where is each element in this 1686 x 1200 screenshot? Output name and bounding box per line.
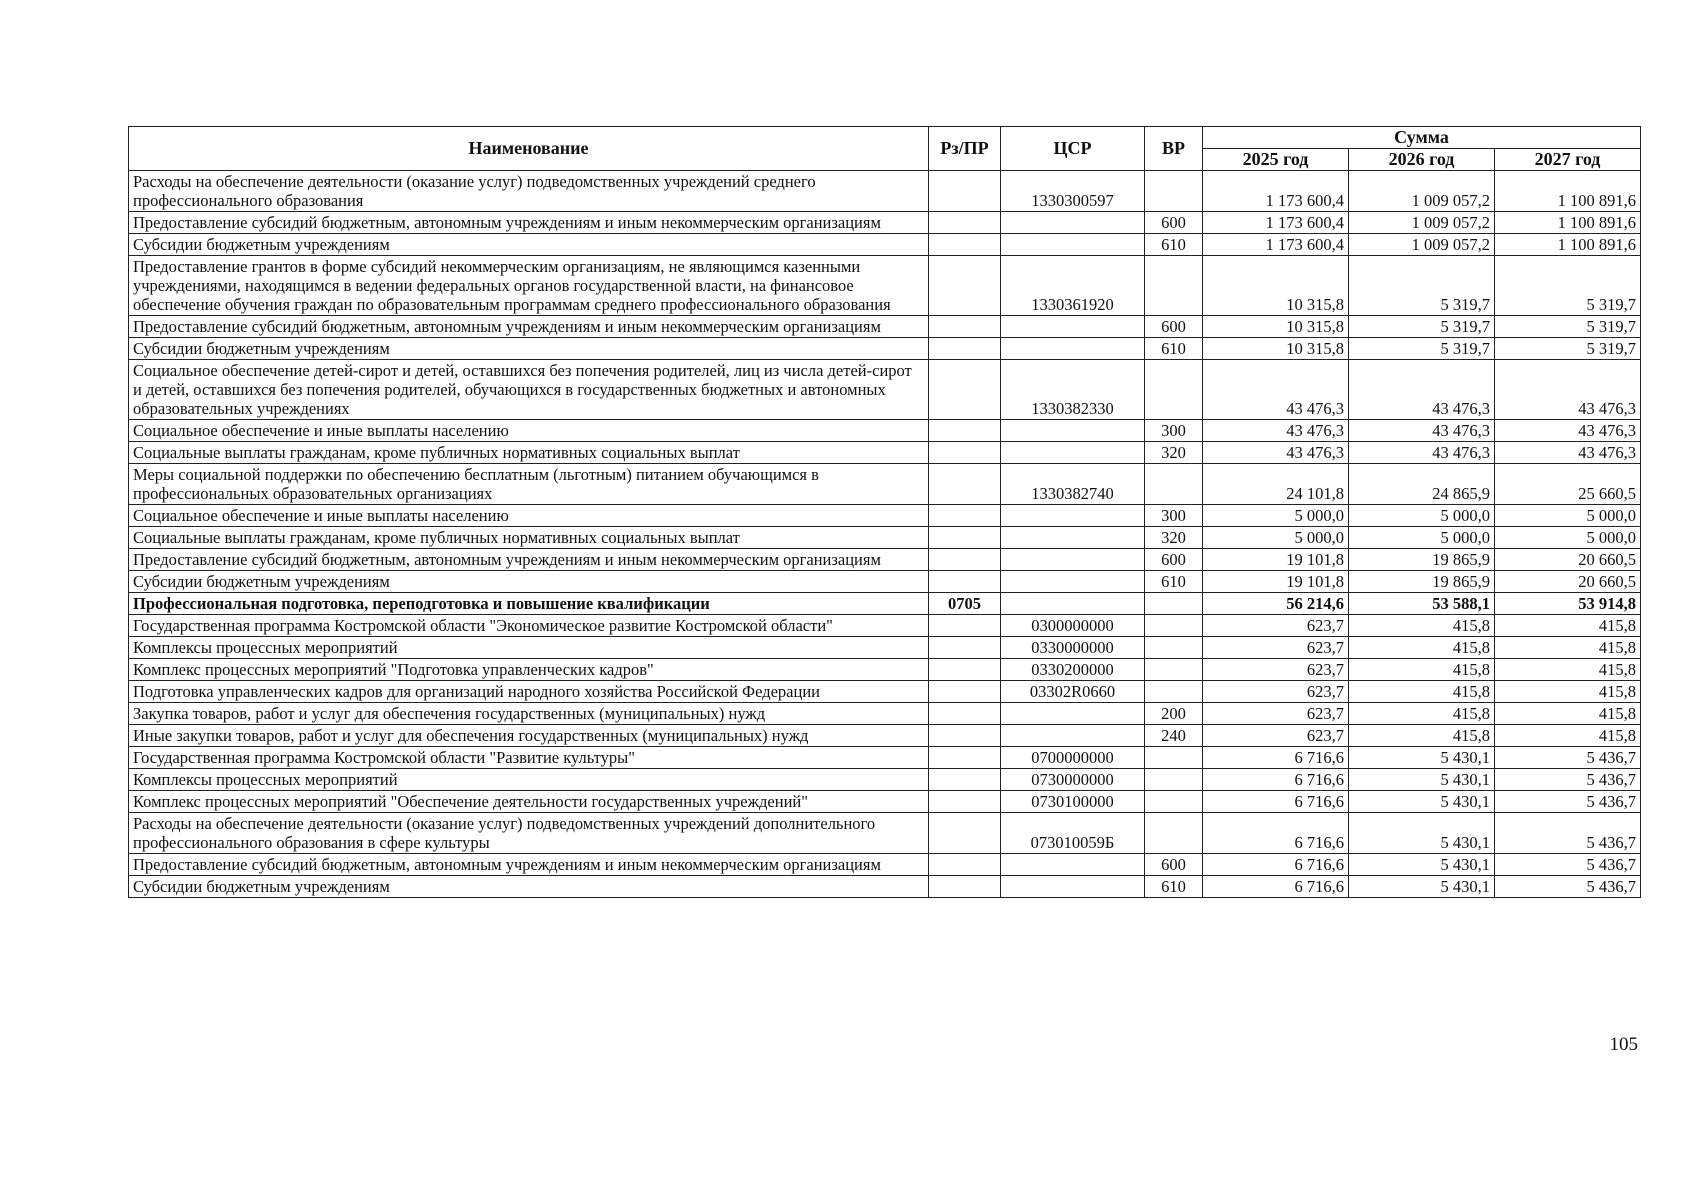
table-row [129, 171, 1641, 212]
cell-2027: 5 000,0 [1495, 527, 1641, 549]
cell-rz [929, 725, 1001, 747]
cell-name: Социальные выплаты гражданам, кроме публичных нормативных социальных выплат [129, 527, 929, 549]
cell-2027: 5 436,7 [1495, 813, 1641, 854]
cell-vr [1145, 464, 1203, 505]
cell-2025: 623,7 [1203, 681, 1349, 703]
cell-2025: 19 101,8 [1203, 549, 1349, 571]
cell-csr [1001, 593, 1145, 615]
cell-2025: 6 716,6 [1203, 813, 1349, 854]
cell-2027: 5 436,7 [1495, 791, 1641, 813]
cell-2025: 5 000,0 [1203, 505, 1349, 527]
cell-name: Субсидии бюджетным учреждениям [129, 876, 929, 898]
cell-name: Комплекс процессных мероприятий "Обеспечение деятельности государственных учреждений" [129, 791, 929, 813]
cell-2026: 1 009 057,2 [1349, 212, 1495, 234]
cell-2027: 415,8 [1495, 725, 1641, 747]
cell-2027: 20 660,5 [1495, 571, 1641, 593]
cell-csr [1001, 571, 1145, 593]
cell-2026: 415,8 [1349, 703, 1495, 725]
table-row [129, 571, 1641, 593]
cell-name: Комплексы процессных мероприятий [129, 769, 929, 791]
cell-vr [1145, 637, 1203, 659]
cell-rz [929, 464, 1001, 505]
cell-2025: 6 716,6 [1203, 854, 1349, 876]
cell-2027: 415,8 [1495, 615, 1641, 637]
cell-2025: 1 173 600,4 [1203, 234, 1349, 256]
cell-rz [929, 505, 1001, 527]
cell-2026: 19 865,9 [1349, 571, 1495, 593]
cell-2027: 43 476,3 [1495, 442, 1641, 464]
cell-vr: 600 [1145, 316, 1203, 338]
table-row [129, 659, 1641, 681]
cell-vr: 240 [1145, 725, 1203, 747]
cell-2025: 43 476,3 [1203, 442, 1349, 464]
cell-2025: 10 315,8 [1203, 338, 1349, 360]
cell-csr [1001, 420, 1145, 442]
cell-2025: 43 476,3 [1203, 360, 1349, 420]
cell-name: Социальные выплаты гражданам, кроме публичных нормативных социальных выплат [129, 442, 929, 464]
cell-2027: 5 436,7 [1495, 769, 1641, 791]
table-row [129, 464, 1641, 505]
cell-name: Предоставление субсидий бюджетным, автономным учреждениям и иным некоммерческим организациям [129, 549, 929, 571]
cell-csr [1001, 338, 1145, 360]
cell-csr: 0300000000 [1001, 615, 1145, 637]
cell-csr [1001, 316, 1145, 338]
cell-rz [929, 316, 1001, 338]
cell-vr [1145, 813, 1203, 854]
cell-name: Предоставление субсидий бюджетным, автономным учреждениям и иным некоммерческим организациям [129, 854, 929, 876]
cell-vr: 320 [1145, 527, 1203, 549]
cell-csr: 1330382330 [1001, 360, 1145, 420]
header-row-top [129, 127, 1641, 149]
table-row [129, 316, 1641, 338]
cell-vr [1145, 659, 1203, 681]
cell-rz [929, 747, 1001, 769]
table-body [129, 171, 1641, 898]
table-row [129, 747, 1641, 769]
cell-vr [1145, 360, 1203, 420]
cell-2027: 5 436,7 [1495, 876, 1641, 898]
cell-2025: 43 476,3 [1203, 420, 1349, 442]
table-row [129, 420, 1641, 442]
table-row [129, 681, 1641, 703]
cell-csr [1001, 725, 1145, 747]
cell-rz [929, 813, 1001, 854]
cell-2026: 43 476,3 [1349, 420, 1495, 442]
page-number: 105 [1609, 1034, 1638, 1055]
cell-2025: 6 716,6 [1203, 791, 1349, 813]
cell-vr: 600 [1145, 854, 1203, 876]
cell-2026: 5 319,7 [1349, 256, 1495, 316]
cell-vr [1145, 593, 1203, 615]
column-header-csr: ЦСР [1001, 127, 1145, 171]
table-row [129, 791, 1641, 813]
cell-vr [1145, 791, 1203, 813]
cell-name: Государственная программа Костромской области "Развитие культуры" [129, 747, 929, 769]
cell-vr: 300 [1145, 505, 1203, 527]
cell-rz [929, 420, 1001, 442]
cell-2026: 5 430,1 [1349, 813, 1495, 854]
cell-2025: 19 101,8 [1203, 571, 1349, 593]
table-row [129, 725, 1641, 747]
cell-2026: 5 430,1 [1349, 769, 1495, 791]
cell-2025: 623,7 [1203, 703, 1349, 725]
cell-name: Социальное обеспечение детей-сирот и детей, оставшихся без попечения родителей, лиц из числа детей-сирот и детей, оставшихся без попечения родителей, обучающихся в государственных бюджетных и автономных образовательных учреждениях [129, 360, 929, 420]
cell-name: Расходы на обеспечение деятельности (оказание услуг) подведомственных учреждений дополнительного профессионального образования в сфере культуры [129, 813, 929, 854]
cell-vr [1145, 171, 1203, 212]
cell-csr: 1330361920 [1001, 256, 1145, 316]
cell-vr [1145, 747, 1203, 769]
cell-rz [929, 527, 1001, 549]
cell-rz [929, 791, 1001, 813]
cell-vr [1145, 681, 1203, 703]
cell-name: Закупка товаров, работ и услуг для обеспечения государственных (муниципальных) нужд [129, 703, 929, 725]
cell-2026: 24 865,9 [1349, 464, 1495, 505]
table-row [129, 212, 1641, 234]
budget-table [128, 126, 1641, 898]
cell-2025: 623,7 [1203, 659, 1349, 681]
cell-2027: 5 000,0 [1495, 505, 1641, 527]
cell-2026: 5 319,7 [1349, 338, 1495, 360]
table-row [129, 593, 1641, 615]
table-row [129, 256, 1641, 316]
column-header-2025: 2025 год [1203, 149, 1349, 171]
cell-2026: 415,8 [1349, 725, 1495, 747]
cell-rz [929, 637, 1001, 659]
cell-rz [929, 876, 1001, 898]
table-row [129, 769, 1641, 791]
cell-2025: 6 716,6 [1203, 876, 1349, 898]
cell-2025: 10 315,8 [1203, 316, 1349, 338]
cell-2026: 5 319,7 [1349, 316, 1495, 338]
cell-vr: 610 [1145, 571, 1203, 593]
cell-csr [1001, 442, 1145, 464]
table-row [129, 505, 1641, 527]
cell-2026: 415,8 [1349, 615, 1495, 637]
cell-2025: 10 315,8 [1203, 256, 1349, 316]
cell-rz [929, 571, 1001, 593]
cell-vr [1145, 256, 1203, 316]
column-header-name: Наименование [129, 127, 929, 171]
cell-name: Социальное обеспечение и иные выплаты населению [129, 420, 929, 442]
cell-vr: 200 [1145, 703, 1203, 725]
table-row [129, 615, 1641, 637]
cell-csr: 03302R0660 [1001, 681, 1145, 703]
column-header-2027: 2027 год [1495, 149, 1641, 171]
cell-rz [929, 338, 1001, 360]
table-row [129, 549, 1641, 571]
cell-name: Иные закупки товаров, работ и услуг для обеспечения государственных (муниципальных) нужд [129, 725, 929, 747]
cell-2026: 5 430,1 [1349, 747, 1495, 769]
cell-name: Комплексы процессных мероприятий [129, 637, 929, 659]
cell-name: Субсидии бюджетным учреждениям [129, 234, 929, 256]
cell-2026: 5 430,1 [1349, 791, 1495, 813]
table-row [129, 703, 1641, 725]
cell-vr [1145, 615, 1203, 637]
cell-rz: 0705 [929, 593, 1001, 615]
table-row [129, 637, 1641, 659]
cell-name: Подготовка управленческих кадров для организаций народного хозяйства Российской Федерации [129, 681, 929, 703]
cell-vr: 610 [1145, 338, 1203, 360]
table-row [129, 360, 1641, 420]
cell-rz [929, 442, 1001, 464]
cell-2026: 43 476,3 [1349, 360, 1495, 420]
cell-2025: 6 716,6 [1203, 769, 1349, 791]
cell-2027: 20 660,5 [1495, 549, 1641, 571]
cell-name: Субсидии бюджетным учреждениям [129, 571, 929, 593]
cell-2026: 1 009 057,2 [1349, 171, 1495, 212]
cell-rz [929, 212, 1001, 234]
cell-2025: 1 173 600,4 [1203, 212, 1349, 234]
cell-vr: 300 [1145, 420, 1203, 442]
cell-csr [1001, 703, 1145, 725]
cell-2027: 5 319,7 [1495, 338, 1641, 360]
cell-2025: 56 214,6 [1203, 593, 1349, 615]
cell-vr: 610 [1145, 234, 1203, 256]
cell-csr [1001, 212, 1145, 234]
cell-vr: 600 [1145, 212, 1203, 234]
cell-2027: 53 914,8 [1495, 593, 1641, 615]
cell-csr [1001, 549, 1145, 571]
column-header-rz: Рз/ПР [929, 127, 1001, 171]
column-header-sum: Сумма [1203, 127, 1641, 149]
table-row [129, 876, 1641, 898]
cell-2027: 5 319,7 [1495, 256, 1641, 316]
cell-rz [929, 703, 1001, 725]
cell-name: Субсидии бюджетным учреждениям [129, 338, 929, 360]
cell-2026: 415,8 [1349, 659, 1495, 681]
cell-name: Комплекс процессных мероприятий "Подготовка управленческих кадров" [129, 659, 929, 681]
cell-rz [929, 234, 1001, 256]
cell-rz [929, 769, 1001, 791]
cell-2026: 43 476,3 [1349, 442, 1495, 464]
cell-name: Предоставление субсидий бюджетным, автономным учреждениям и иным некоммерческим организациям [129, 212, 929, 234]
cell-2026: 5 430,1 [1349, 854, 1495, 876]
cell-2026: 415,8 [1349, 637, 1495, 659]
cell-2027: 43 476,3 [1495, 420, 1641, 442]
cell-vr [1145, 769, 1203, 791]
cell-2027: 43 476,3 [1495, 360, 1641, 420]
column-header-vr: ВР [1145, 127, 1203, 171]
table-row [129, 813, 1641, 854]
cell-csr: 0330200000 [1001, 659, 1145, 681]
table-row [129, 338, 1641, 360]
cell-csr: 0700000000 [1001, 747, 1145, 769]
cell-name: Государственная программа Костромской области "Экономическое развитие Костромской области" [129, 615, 929, 637]
cell-rz [929, 171, 1001, 212]
cell-2026: 5 000,0 [1349, 527, 1495, 549]
cell-2027: 1 100 891,6 [1495, 234, 1641, 256]
cell-name: Предоставление субсидий бюджетным, автономным учреждениям и иным некоммерческим организациям [129, 316, 929, 338]
cell-rz [929, 681, 1001, 703]
table-row [129, 234, 1641, 256]
cell-csr [1001, 505, 1145, 527]
cell-rz [929, 360, 1001, 420]
cell-2025: 1 173 600,4 [1203, 171, 1349, 212]
cell-2027: 5 436,7 [1495, 854, 1641, 876]
cell-csr [1001, 527, 1145, 549]
cell-2026: 1 009 057,2 [1349, 234, 1495, 256]
cell-2027: 1 100 891,6 [1495, 212, 1641, 234]
cell-2027: 25 660,5 [1495, 464, 1641, 505]
cell-rz [929, 615, 1001, 637]
cell-2026: 19 865,9 [1349, 549, 1495, 571]
cell-csr: 0730000000 [1001, 769, 1145, 791]
cell-vr: 600 [1145, 549, 1203, 571]
cell-2027: 5 319,7 [1495, 316, 1641, 338]
cell-2026: 53 588,1 [1349, 593, 1495, 615]
cell-name: Профессиональная подготовка, переподготовка и повышение квалификации [129, 593, 929, 615]
cell-csr: 073010059Б [1001, 813, 1145, 854]
cell-vr: 320 [1145, 442, 1203, 464]
cell-2025: 623,7 [1203, 615, 1349, 637]
cell-csr: 0330000000 [1001, 637, 1145, 659]
cell-csr: 0730100000 [1001, 791, 1145, 813]
cell-2026: 5 000,0 [1349, 505, 1495, 527]
cell-2027: 415,8 [1495, 703, 1641, 725]
cell-2027: 1 100 891,6 [1495, 171, 1641, 212]
cell-rz [929, 854, 1001, 876]
cell-2027: 415,8 [1495, 659, 1641, 681]
cell-name: Меры социальной поддержки по обеспечению бесплатным (льготным) питанием обучающимся в профессиональных образовательных организациях [129, 464, 929, 505]
cell-2026: 5 430,1 [1349, 876, 1495, 898]
cell-name: Социальное обеспечение и иные выплаты населению [129, 505, 929, 527]
cell-vr: 610 [1145, 876, 1203, 898]
cell-2026: 415,8 [1349, 681, 1495, 703]
column-header-2026: 2026 год [1349, 149, 1495, 171]
cell-csr [1001, 876, 1145, 898]
cell-csr [1001, 854, 1145, 876]
cell-csr: 1330382740 [1001, 464, 1145, 505]
cell-2027: 415,8 [1495, 637, 1641, 659]
cell-2025: 24 101,8 [1203, 464, 1349, 505]
cell-2025: 5 000,0 [1203, 527, 1349, 549]
cell-csr: 1330300597 [1001, 171, 1145, 212]
cell-2027: 415,8 [1495, 681, 1641, 703]
cell-rz [929, 549, 1001, 571]
cell-2025: 6 716,6 [1203, 747, 1349, 769]
cell-name: Расходы на обеспечение деятельности (оказание услуг) подведомственных учреждений среднего профессионального образования [129, 171, 929, 212]
table-row [129, 854, 1641, 876]
table-row [129, 442, 1641, 464]
cell-csr [1001, 234, 1145, 256]
cell-2025: 623,7 [1203, 725, 1349, 747]
table-row [129, 527, 1641, 549]
cell-rz [929, 659, 1001, 681]
cell-2027: 5 436,7 [1495, 747, 1641, 769]
cell-2025: 623,7 [1203, 637, 1349, 659]
cell-rz [929, 256, 1001, 316]
cell-name: Предоставление грантов в форме субсидий некоммерческим организациям, не являющимся казенными учреждениями, находящимся в ведении федеральных органов государственной власти, на финансовое обеспечение обучения граждан по образовательным программам среднего профессионального образования [129, 256, 929, 316]
